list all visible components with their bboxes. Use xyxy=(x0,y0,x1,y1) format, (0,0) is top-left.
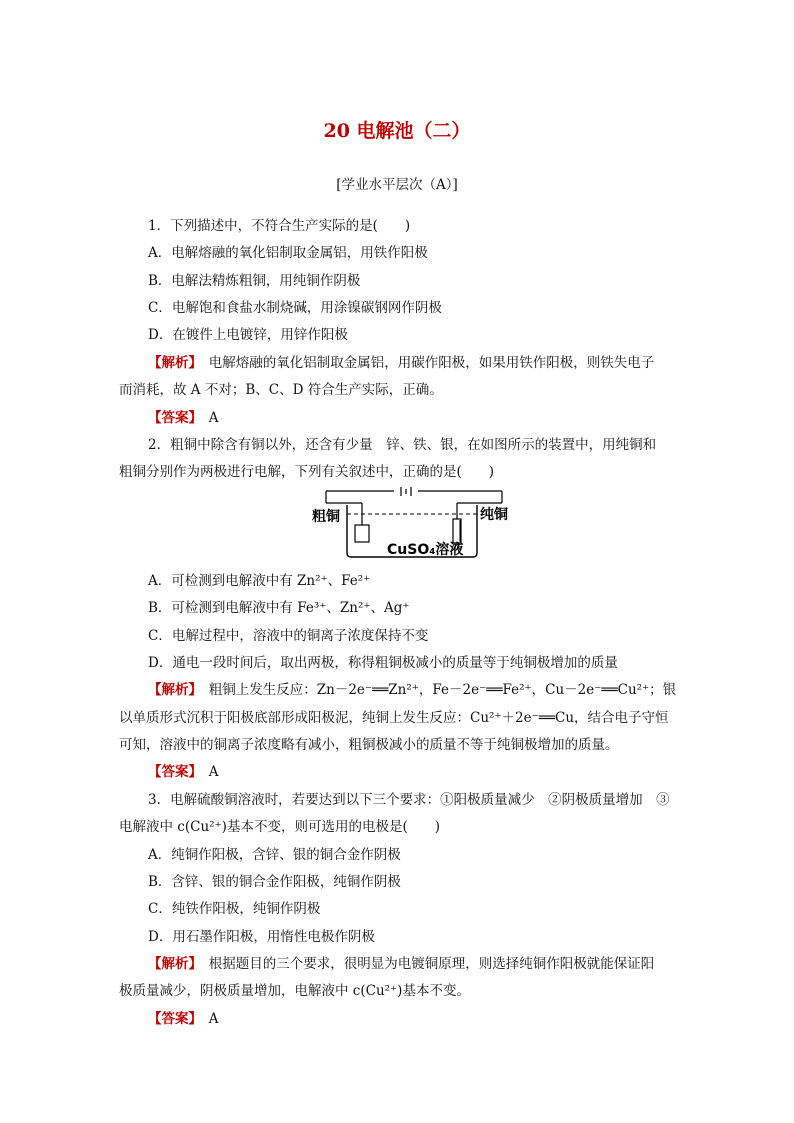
pure-copper-label: 纯铜 xyxy=(480,507,508,523)
option-3d: D．用石墨作阳极，用惰性电极作阴极 xyxy=(148,929,375,945)
question-2-cont: 粗铜分别作为两极进行电解，下列有关叙述中，正确的是( ) xyxy=(119,464,495,480)
analysis-1: 【解析】 电解熔融的氧化铝制取金属铝，用碳作阳极，如果用铁作阳极，则铁失电子 xyxy=(148,355,655,371)
answer-tag: 【答案】 xyxy=(148,1011,196,1027)
analysis-1-cont: 而消耗，故 A 不对；B、C、D 符合生产实际，正确。 xyxy=(119,382,443,398)
option-3a: A．纯铜作阳极，含锌、银的铜合金作阴极 xyxy=(148,847,401,863)
option-2c: C．电解过程中，溶液中的铜离子浓度保持不变 xyxy=(148,628,429,644)
answer-3: 【答案】 A xyxy=(148,1011,219,1027)
analysis-tag: 【解析】 xyxy=(148,355,196,371)
level-heading: [学业水平层次（A）] xyxy=(336,177,458,193)
answer-tag: 【答案】 xyxy=(148,410,196,426)
option-1d: D．在镀件上电镀锌，用锌作阳极 xyxy=(148,327,348,343)
option-1b: B．电解法精炼粗铜，用纯铜作阴极 xyxy=(148,273,361,289)
electrolysis-figure xyxy=(312,487,512,562)
analysis-3: 【解析】 根据题目的三个要求，很明显为电镀铜原理，则选择纯铜作阳极就能保证阳 xyxy=(148,956,655,972)
crude-copper-electrode xyxy=(355,525,369,542)
option-2d: D．通电一段时间后，取出两极，称得粗铜极减小的质量等于纯铜极增加的质量 xyxy=(148,655,618,671)
analysis-2-cont-2: 可知，溶液中的铜离子浓度略有减小，粗铜极减小的质量不等于纯铜极增加的质量。 xyxy=(119,737,619,753)
option-1c: C．电解饱和食盐水制烧碱，用涂镍碳钢网作阴极 xyxy=(148,300,442,316)
answer-1: 【答案】 A xyxy=(148,410,219,426)
analysis-tag: 【解析】 xyxy=(148,682,196,698)
option-2a: A．可检测到电解液中有 Zn²⁺、Fe²⁺ xyxy=(148,573,371,589)
option-1a: A．电解熔融的氧化铝制取金属铝，用铁作阳极 xyxy=(148,245,428,261)
question-3: 3．电解硫酸铜溶液时，若要达到以下三个要求：①阳极质量减少 ②阴极质量增加 ③ xyxy=(148,792,670,808)
analysis-2-cont-1: 以单质形式沉积于阳极底部形成阳极泥，纯铜上发生反应：Cu²⁺＋2e⁻══Cu，结合电子守恒 xyxy=(119,710,669,726)
question-1: 1．下列描述中，不符合生产实际的是( ) xyxy=(148,218,411,234)
answer-tag: 【答案】 xyxy=(148,764,196,780)
question-3-cont: 电解液中 c(Cu²⁺)基本不变，则可选用的电极是( ) xyxy=(119,819,440,835)
page-title: 20 电解池（二） xyxy=(323,120,471,142)
analysis-3-cont: 极质量减少，阴极质量增加，电解液中 c(Cu²⁺)基本不变。 xyxy=(119,983,470,999)
battery-icon xyxy=(401,487,411,496)
option-3c: C．纯铁作阳极，纯铜作阴极 xyxy=(148,901,321,917)
crude-copper-label: 粗铜 xyxy=(312,509,340,525)
question-2: 2．粗铜中除含有铜以外，还含有少量 锌、铁、银，在如图所示的装置中，用纯铜和 xyxy=(148,437,657,453)
analysis-2: 【解析】 粗铜上发生反应：Zn－2e⁻══Zn²⁺，Fe－2e⁻══Fe²⁺，Cu－2e⁻══Cu²⁺；银 xyxy=(148,682,677,698)
option-2b: B．可检测到电解液中有 Fe³⁺、Zn²⁺、Ag⁺ xyxy=(148,600,410,616)
answer-2: 【答案】 A xyxy=(148,764,219,780)
cuso4-label: CuSO₄溶液 xyxy=(387,542,464,558)
analysis-tag: 【解析】 xyxy=(148,956,196,972)
option-3b: B．含锌、银的铜合金作阳极，纯铜作阴极 xyxy=(148,874,401,890)
